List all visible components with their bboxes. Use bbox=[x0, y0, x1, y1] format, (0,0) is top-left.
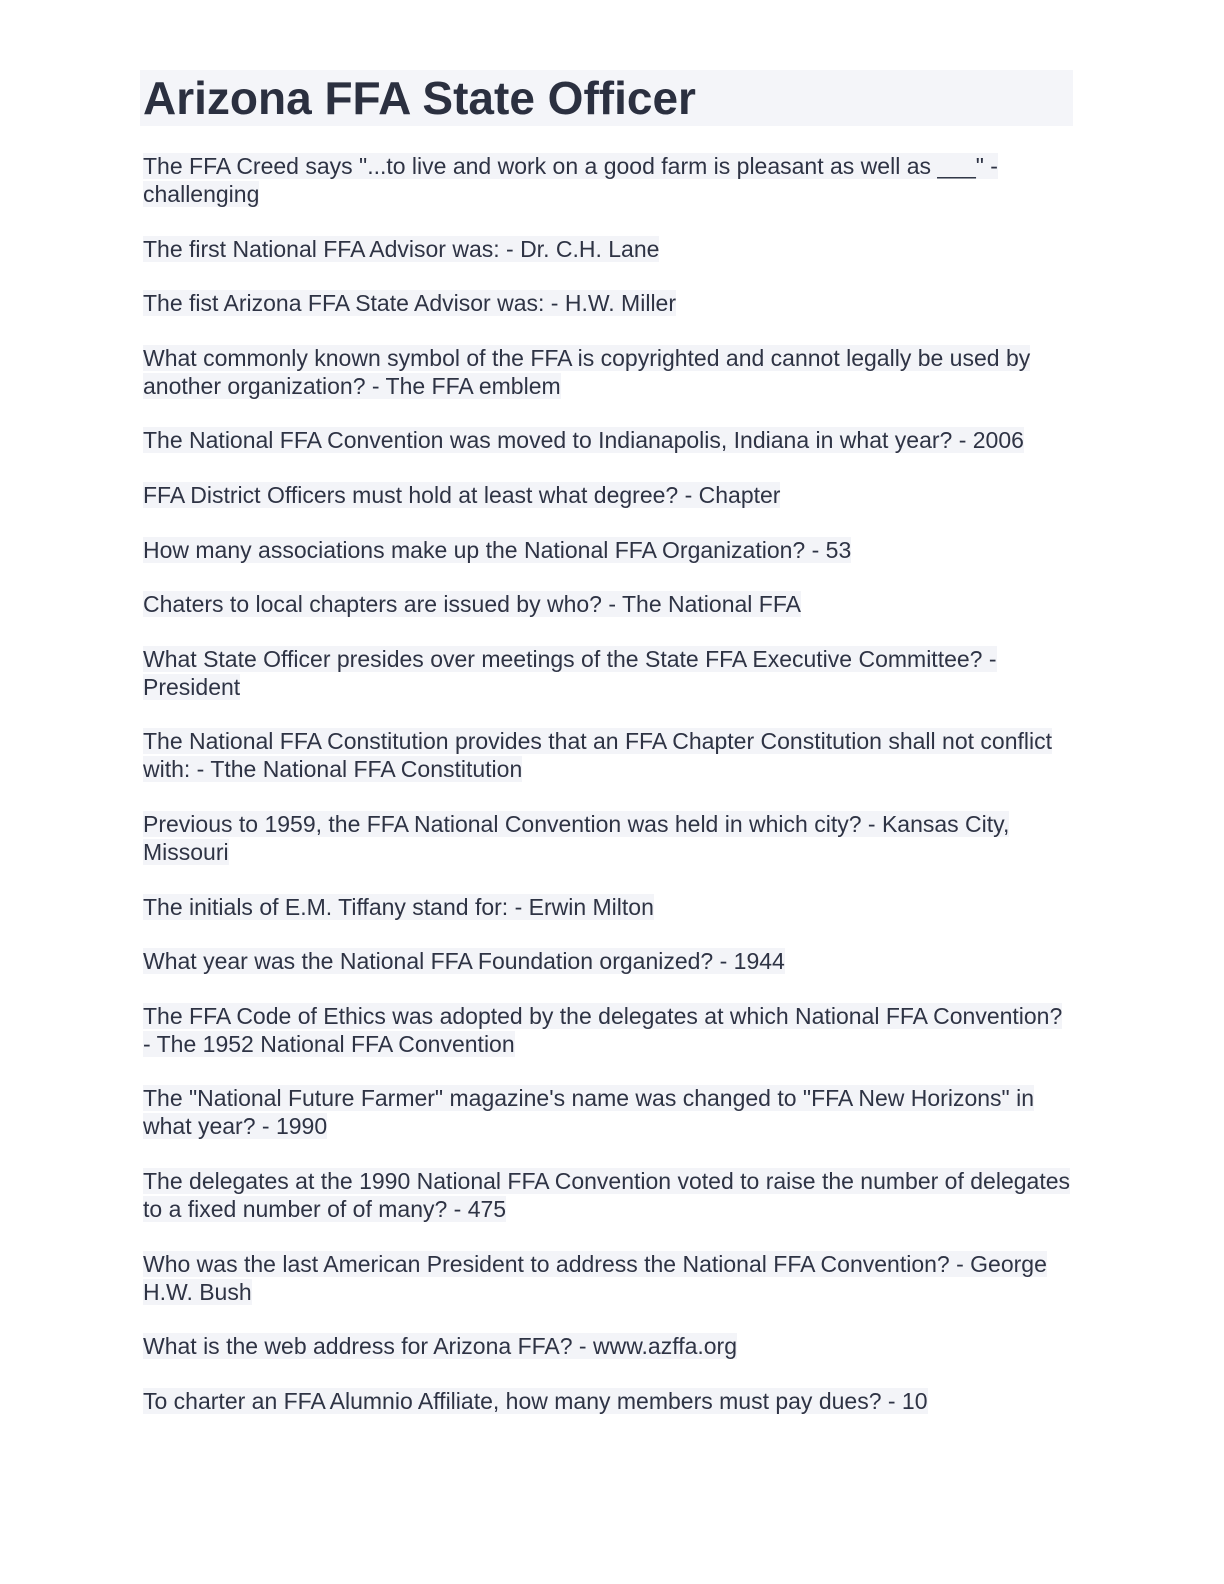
qa-item bbox=[140, 235, 1073, 263]
qa-text: The FFA Code of Ethics was adopted by the delegates at which National FFA Convention? - The 1952 National FFA Convention bbox=[143, 1002, 1063, 1057]
qa-text: The delegates at the 1990 National FFA Convention voted to raise the number of delegates to a fixed number of of many? - 475 bbox=[143, 1167, 1070, 1222]
qa-text: Previous to 1959, the FFA National Convention was held in which city? - Kansas City, Missouri bbox=[143, 810, 1010, 865]
qa-item bbox=[140, 1002, 1073, 1058]
qa-item bbox=[140, 152, 1073, 208]
qa-item bbox=[140, 590, 1073, 618]
qa-text: The fist Arizona FFA State Advisor was: - H.W. Miller bbox=[143, 290, 676, 317]
qa-text: What is the web address for Arizona FFA? - www.azffa.org bbox=[143, 1333, 738, 1360]
qa-item bbox=[140, 289, 1073, 317]
qa-item bbox=[140, 344, 1073, 400]
qa-text: The first National FFA Advisor was: - Dr. C.H. Lane bbox=[143, 235, 660, 262]
qa-item bbox=[140, 1387, 1073, 1415]
document-page bbox=[140, 70, 1073, 1441]
qa-text: What year was the National FFA Foundation organized? - 1944 bbox=[143, 948, 785, 975]
qa-item bbox=[140, 727, 1073, 783]
page-title: Arizona FFA State Officer bbox=[143, 72, 696, 124]
qa-text: The initials of E.M. Tiffany stand for: - Erwin Milton bbox=[143, 893, 654, 920]
qa-text: The National FFA Convention was moved to Indianapolis, Indiana in what year? - 2006 bbox=[143, 427, 1024, 454]
qa-text: What commonly known symbol of the FFA is copyrighted and cannot legally be used by another organization? - The FFA emblem bbox=[143, 344, 1031, 399]
qa-text: Who was the last American President to address the National FFA Convention? - George H.W. Bush bbox=[143, 1250, 1047, 1305]
title-banner bbox=[140, 70, 1073, 126]
qa-text: The FFA Creed says "...to live and work on a good farm is pleasant as well as ___" - challenging bbox=[143, 153, 998, 207]
qa-item bbox=[140, 947, 1073, 975]
qa-list bbox=[140, 152, 1073, 1415]
qa-item bbox=[140, 1332, 1073, 1360]
qa-item bbox=[140, 481, 1073, 509]
qa-item bbox=[140, 536, 1073, 564]
qa-item bbox=[140, 1250, 1073, 1306]
qa-text: What State Officer presides over meetings of the State FFA Executive Committee? - President bbox=[143, 645, 997, 700]
qa-text: FFA District Officers must hold at least what degree? - Chapter bbox=[143, 481, 781, 508]
qa-text: Chaters to local chapters are issued by who? - The National FFA bbox=[143, 591, 801, 618]
qa-item bbox=[140, 426, 1073, 454]
qa-item bbox=[140, 893, 1073, 921]
qa-item bbox=[140, 1167, 1073, 1223]
qa-text: To charter an FFA Alumnio Affiliate, how many members must pay dues? - 10 bbox=[143, 1387, 928, 1414]
qa-item bbox=[140, 810, 1073, 866]
qa-text: The "National Future Farmer" magazine's name was changed to "FFA New Horizons" in what year? - 1990 bbox=[143, 1085, 1034, 1140]
qa-text: The National FFA Constitution provides that an FFA Chapter Constitution shall not conflict with: - Tthe National FFA Constitution bbox=[143, 728, 1052, 783]
qa-text: How many associations make up the National FFA Organization? - 53 bbox=[143, 536, 852, 563]
qa-item bbox=[140, 645, 1073, 701]
qa-item bbox=[140, 1084, 1073, 1140]
